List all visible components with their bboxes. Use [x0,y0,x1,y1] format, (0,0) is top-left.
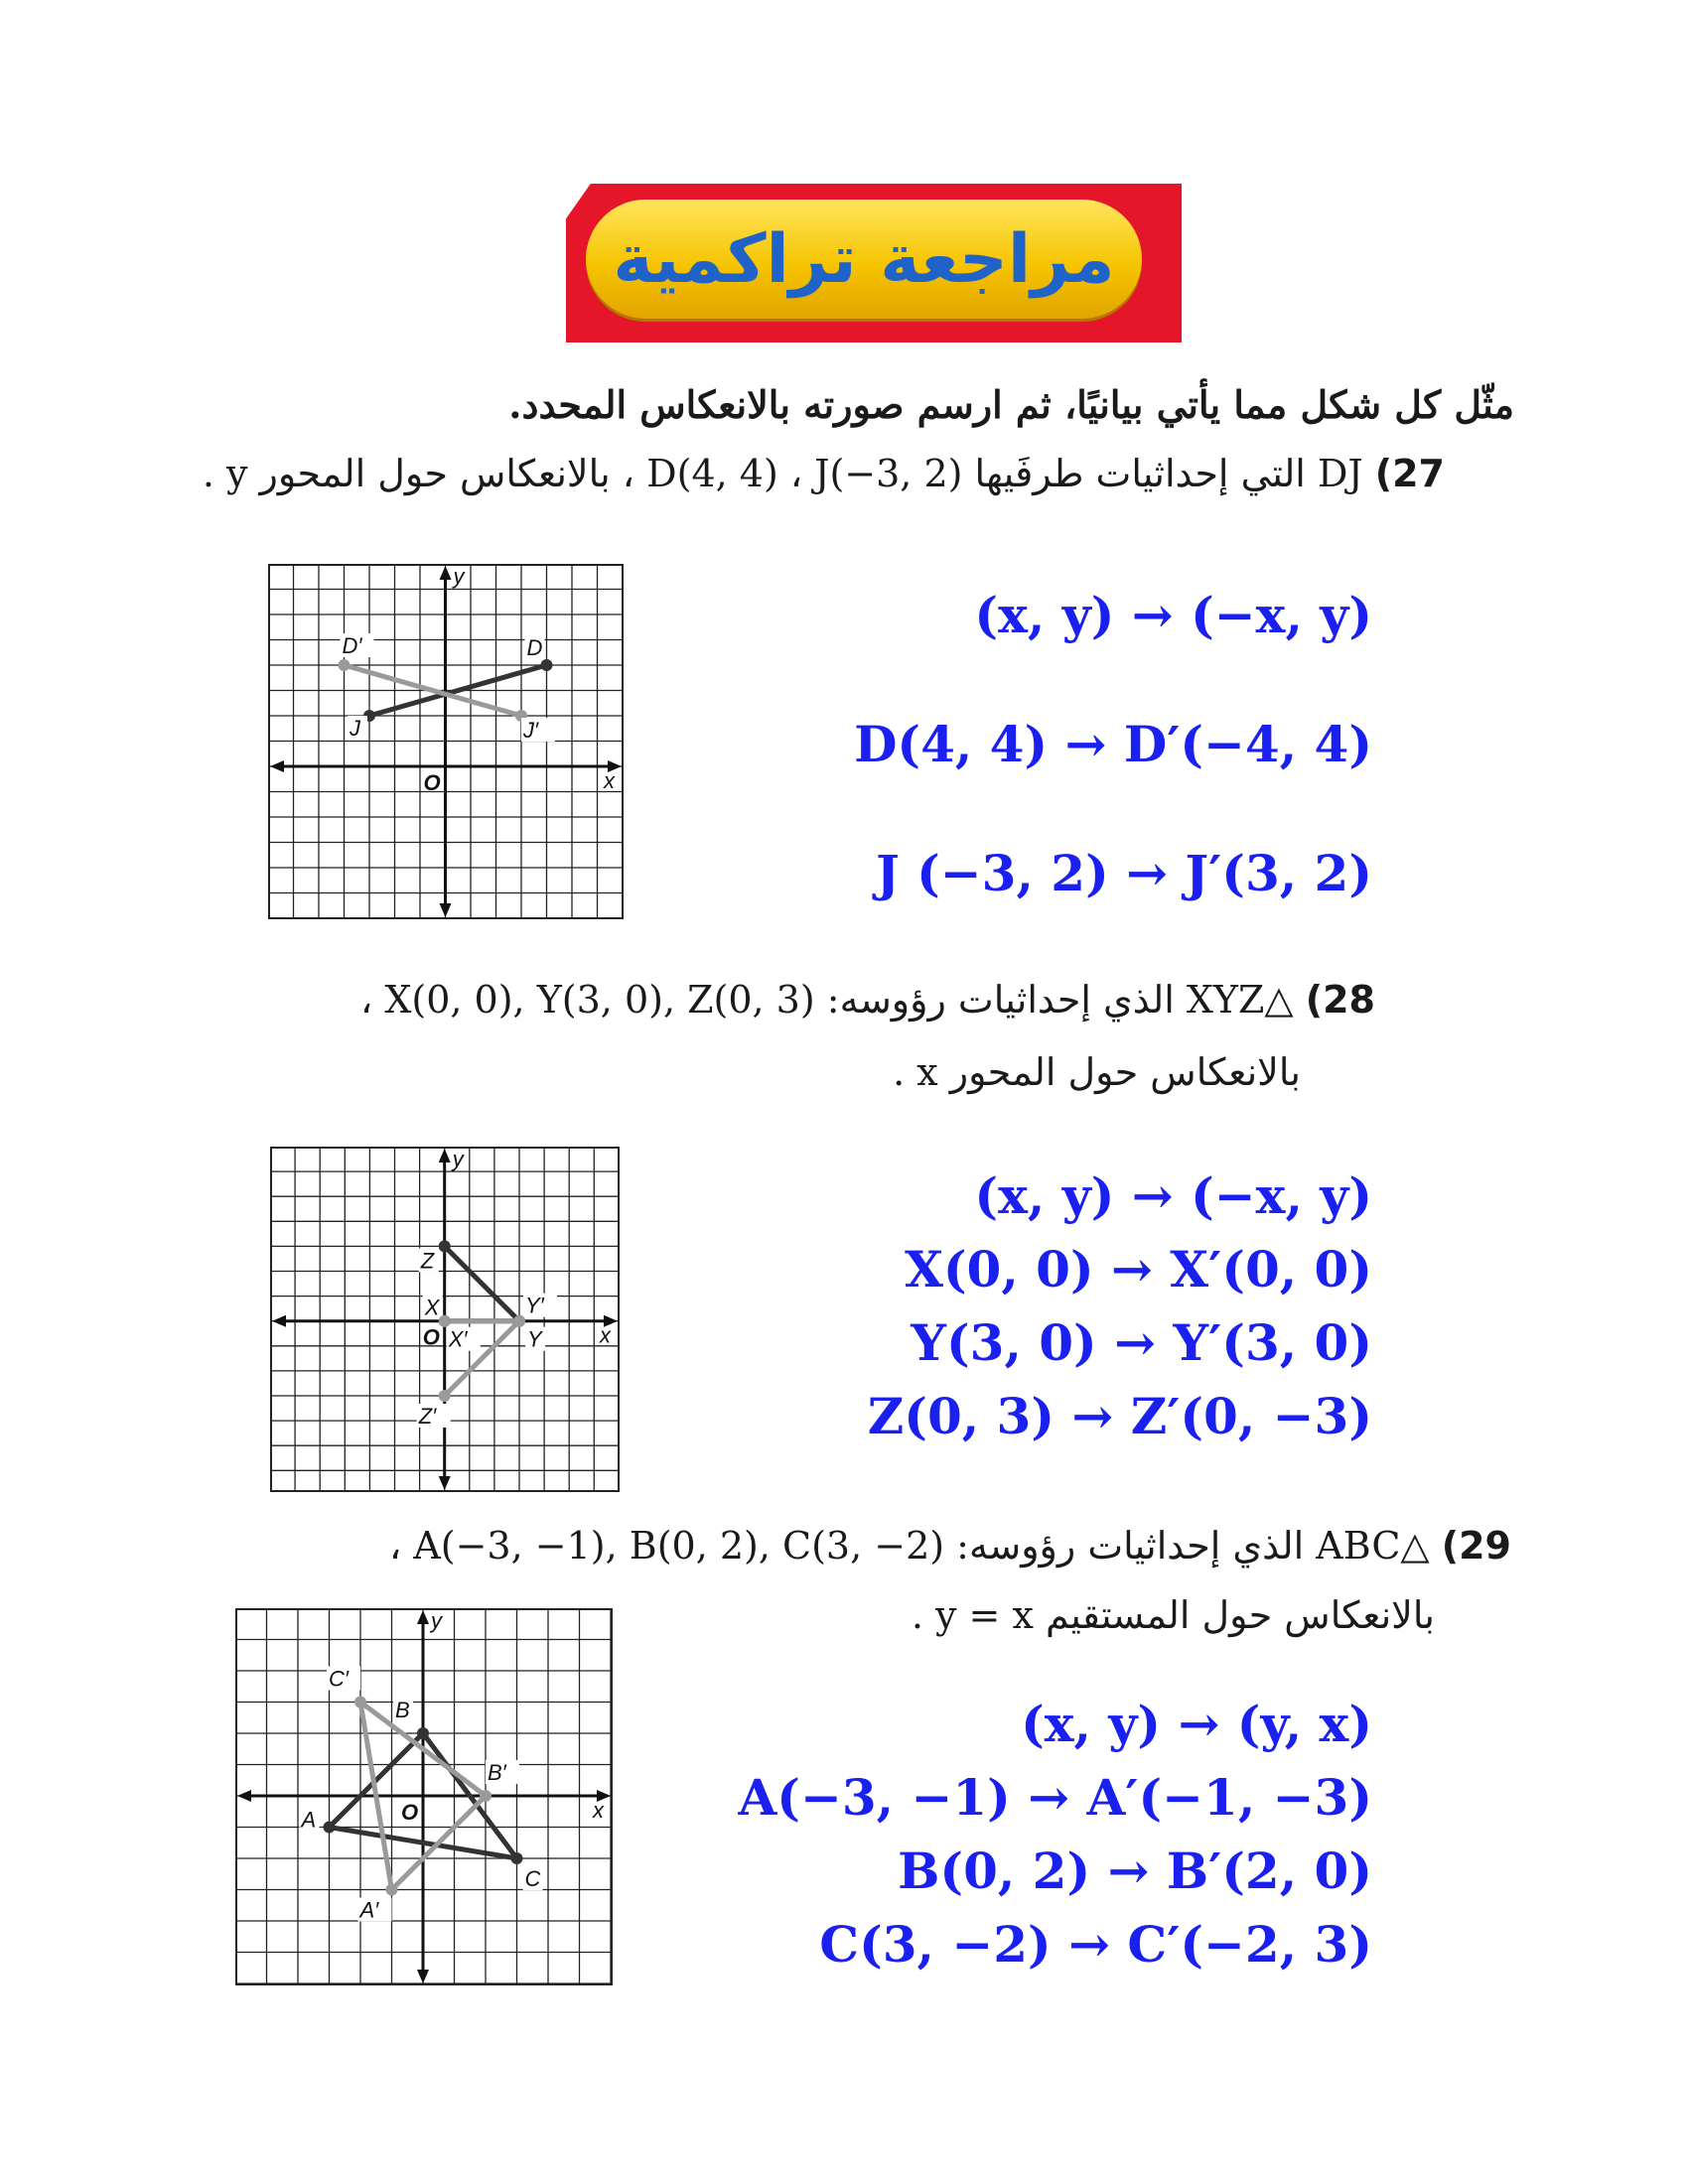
answer-j: J (−3, 2) → J′(3, 2) [876,844,1372,902]
answer-x: X(0, 0) → X′(0, 0) [905,1240,1372,1298]
answer-z: Z(0, 3) → Z′(0, −3) [867,1387,1372,1445]
point-label-A-prime: A′ [359,1897,379,1923]
original-segment [445,1246,519,1320]
point-B [417,1727,429,1739]
problem-27-text [203,452,1445,495]
x-axis-label: x [593,1798,604,1823]
point-A-prime [386,1884,398,1896]
point-label-Y: Y [527,1326,542,1352]
point-Z [439,1240,451,1252]
y-axis-label: y [453,564,465,589]
y-axis-label: y [452,1147,464,1171]
point-D [541,659,553,671]
x-axis-label: x [604,768,615,793]
problem-27-number: 27) [1374,452,1445,495]
graph-27 [268,564,624,919]
origin-label: O [401,1800,419,1825]
origin-label: O [423,770,441,795]
y-axis-arrow-bottom [417,1970,429,1983]
problem-29-answers [739,1688,1372,1981]
problem-28-answers [868,1160,1372,1453]
problem-28-statement-line2: بالانعكاس حول المحور x . [893,1050,1301,1094]
problem-27-statement: DJ التي إحداثيات طرفَيها D(4, 4) ، J(−3, 2) ، بالانعكاس حول المحور y . [202,452,1363,495]
x-axis-arrow-left [272,1315,286,1327]
problem-28-number: 28) [1305,978,1375,1022]
point-label-Z-prime: Z′ [418,1404,437,1429]
point-A [324,1822,336,1834]
problem-29-statement-line2: بالانعكاس حول المستقيم y = x . [911,1593,1435,1637]
x-axis-arrow-left [270,760,284,772]
point-label-B: B [395,1698,410,1722]
answer-y: Y(3, 0) → Y′(3, 0) [911,1313,1372,1372]
answer-rule: (x, y) → (−x, y) [974,586,1372,644]
point-label-C: C [524,1866,541,1891]
point-label-C-prime: C′ [329,1666,350,1692]
problem-29-text [389,1524,1511,1568]
point-label-Z: Z [420,1248,435,1274]
y-axis-arrow-top [439,1149,451,1162]
x-axis-label: x [600,1322,611,1348]
y-axis-arrow-top [417,1610,429,1624]
point-C [511,1852,523,1864]
problem-28-text [360,978,1375,1022]
point-label-B-prime: B′ [488,1760,506,1785]
point-label-X: X [424,1295,440,1320]
point-Z-prime [439,1390,451,1402]
y-axis-arrow-bottom [439,1476,451,1490]
banner-title: مراجعة تراكمية [613,219,1115,299]
answer-rule: (x, y) → (y, x) [1021,1695,1372,1753]
point-label-J: J [350,716,360,741]
answer-b: B(0, 2) → B′(2, 0) [898,1842,1372,1900]
point-X-prime [439,1315,451,1327]
section-banner [566,184,1182,342]
answer-d: D(4, 4) → D′(−4, 4) [854,715,1372,773]
problem-29-number: 29) [1441,1524,1511,1568]
graph-29 [235,1608,613,1985]
point-label-D-prime: D′ [342,633,362,658]
answer-c: C(3, −2) → C′(−2, 3) [819,1915,1372,1974]
point-B-prime [480,1790,492,1802]
point-D-prime [339,659,351,671]
point-label-A: A [301,1807,317,1833]
point-label-X-prime: X′ [448,1326,468,1352]
point-C-prime [354,1697,366,1708]
answer-a: A(−3, −1) → A′(−1, −3) [738,1768,1372,1827]
point-label-D: D [526,635,543,660]
x-axis-arrow-left [237,1790,251,1802]
answer-rule: (x, y) → (−x, y) [974,1166,1372,1225]
problem-29-statement: △ABC الذي إحداثيات رؤوسه: A(−3, −1), B(0, 2), C(3, −2) ، [388,1524,1430,1568]
y-axis-arrow-bottom [440,903,452,917]
graph-28 [270,1147,620,1492]
instruction-text: مثّل كل شكل مما يأتي بيانيًا، ثم ارسم صورته بالانعكاس المحدد. [508,382,1514,427]
point-label-J-prime: J′ [523,718,539,743]
origin-label: O [422,1324,440,1350]
point-label-Y-prime: Y′ [525,1293,544,1318]
y-axis-arrow-top [440,566,452,580]
problem-27-answers [854,551,1372,938]
y-axis-label: y [431,1608,442,1633]
problem-28-statement: △XYZ الذي إحداثيات رؤوسه: X(0, 0), Y(3, 0), Z(0, 3) ، [360,978,1294,1022]
